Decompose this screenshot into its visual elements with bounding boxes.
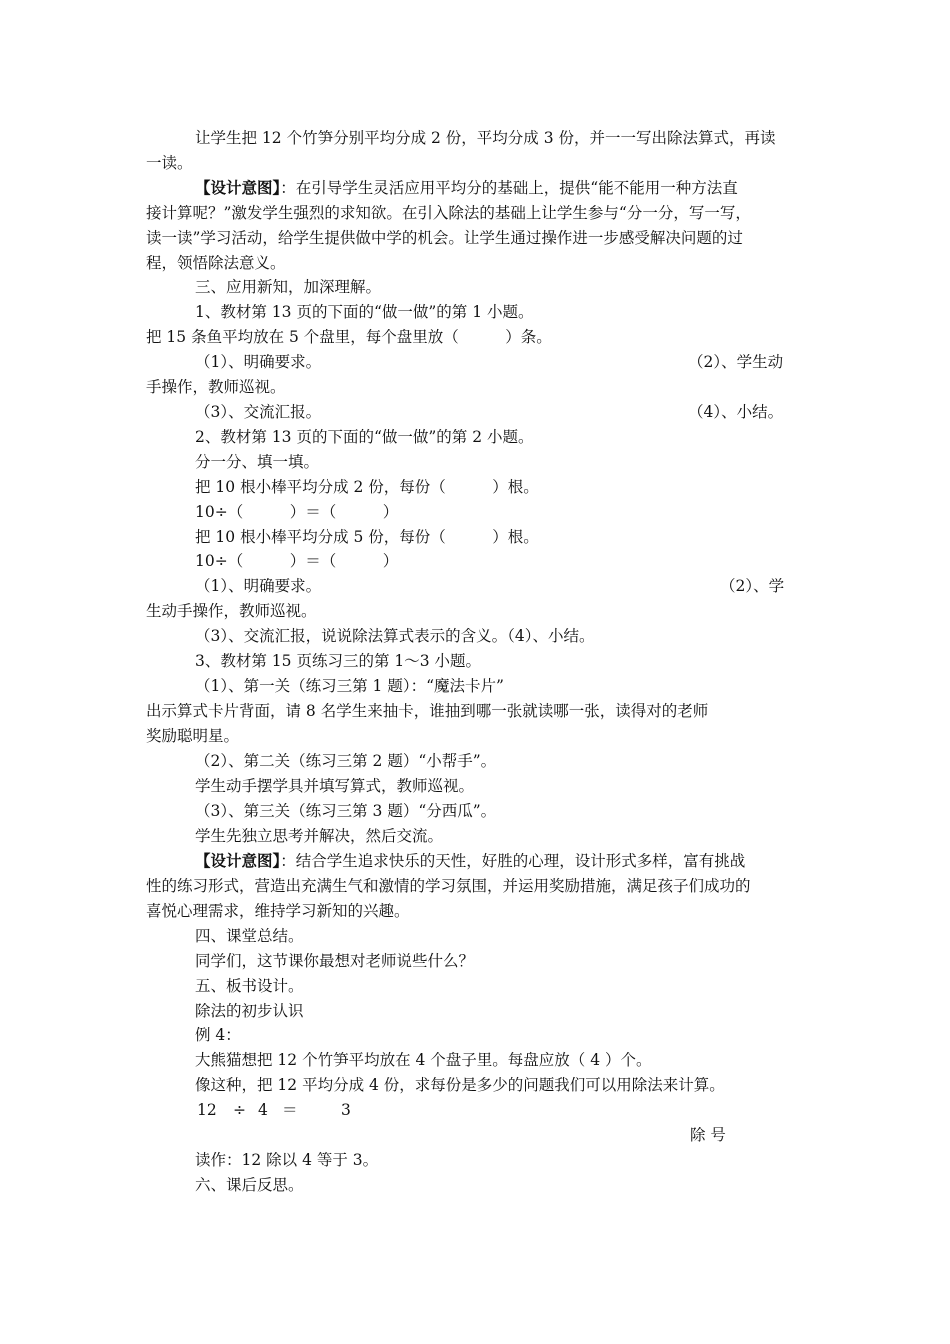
step-line: 手操作，教师巡视。 [146,378,286,396]
example-label: 例 4： [195,1026,241,1044]
equation-quotient: 3 [341,1101,351,1119]
step-line: 生动手操作，教师巡视。 [146,602,317,620]
division-sign-label: 除 号 [690,1126,726,1144]
step-line: （3）、交流汇报。 [195,403,322,421]
step-line: （3）、交流汇报，说说除法算式表示的含义。（4）、小结。 [195,627,595,645]
paragraph-line: 学生动手摆学具并填写算式，教师巡视。 [195,777,475,795]
task-heading: 1、教材第 13 页的下面的“做一做”的第 1 小题。 [195,303,534,321]
equation-divide-sign: ÷ [233,1101,246,1119]
task-heading: 3、教材第 15 页练习三的第 1～3 小题。 [195,652,482,670]
equation-divisor: 4 [258,1101,268,1119]
board-title: 除法的初步认识 [195,1002,304,1020]
step-line: （4）、小结。 [688,403,784,421]
paragraph-line: 性的练习形式，营造出充满生气和激情的学习氛围，并运用奖励措施，满足孩子们成功的 [146,877,751,895]
paragraph-line: 接计算呢？”激发学生强烈的求知欲。在引入除法的基础上让学生参与“分一分，写一写， [146,204,751,222]
equation-equals-sign: ＝ [282,1101,298,1119]
reading-line: 读作：12 除以 4 等于 3。 [195,1151,379,1169]
step-line: （2）、学生动 [688,353,784,371]
step-line: （1）、明确要求。 [195,577,322,595]
paragraph-line: 一读。 [146,154,193,172]
equation-line: 10÷（ ）＝（ ） [195,503,399,521]
equation-dividend: 12 [197,1101,217,1119]
paragraph-line: 喜悦心理需求，维持学习新知的兴趣。 [146,902,410,920]
paragraph-line: 出示算式卡片背面，请 8 名学生来抽卡，谁抽到哪一张就读哪一张，读得对的老师 [146,702,709,720]
design-intent-text: ：在引导学生灵活应用平均分的基础上，提供“能不能用一种方法直 [280,179,738,197]
question-line: 把 15 条鱼平均放在 5 个盘里，每个盘里放（ ）条。 [146,328,552,346]
paragraph-line: 读一读”学习活动，给学生提供做中学的机会。让学生通过操作进一步感受解决问题的过 [146,229,743,247]
paragraph-line: 大熊猫想把 12 个竹笋平均放在 4 个盘子里。每盘应放（ 4 ）个。 [195,1051,652,1069]
paragraph-line: 奖励聪明星。 [146,727,240,745]
task-heading: 2、教材第 13 页的下面的“做一做”的第 2 小题。 [195,428,534,446]
design-intent-line [195,851,745,871]
section-heading: 三、应用新知，加深理解。 [195,278,382,296]
paragraph-line: 分一分、填一填。 [195,453,320,471]
design-intent-line [195,178,738,198]
paragraph-line: 让学生把 12 个竹笋分别平均分成 2 份，平均分成 3 份，并一一写出除法算式，再读 [195,129,776,147]
section-heading: 四、课堂总结。 [195,927,304,945]
section-heading: 六、课后反思。 [195,1176,304,1194]
design-intent-text: ：结合学生追求快乐的天性，好胜的心理，设计形式多样，富有挑战 [280,852,746,870]
step-line: （3）、第三关（练习三第 3 题）“分西瓜”。 [195,802,497,820]
paragraph-line: 程，领悟除法意义。 [146,254,286,272]
paragraph-line: 同学们，这节课你最想对老师说些什么？ [195,952,475,970]
section-heading: 五、板书设计。 [195,977,304,995]
step-line: （1）、明确要求。 [195,353,322,371]
question-line: 把 10 根小棒平均分成 2 份，每份（ ）根。 [195,478,539,496]
question-line: 把 10 根小棒平均分成 5 份，每份（ ）根。 [195,528,539,546]
paragraph-line: 学生先独立思考并解决，然后交流。 [195,827,444,845]
paragraph-line: 像这种，把 12 平均分成 4 份，求每份是多少的问题我们可以用除法来计算。 [195,1076,725,1094]
equation-line: 10÷（ ）＝（ ） [195,552,399,570]
design-intent-label: 【设计意图】 [195,178,281,197]
step-line: （1）、第一关（练习三第 1 题）：“魔法卡片” [195,677,504,695]
design-intent-label: 【设计意图】 [195,851,281,870]
step-line: （2）、第二关（练习三第 2 题）“小帮手”。 [195,752,497,770]
step-line: （2）、学 [720,577,785,595]
